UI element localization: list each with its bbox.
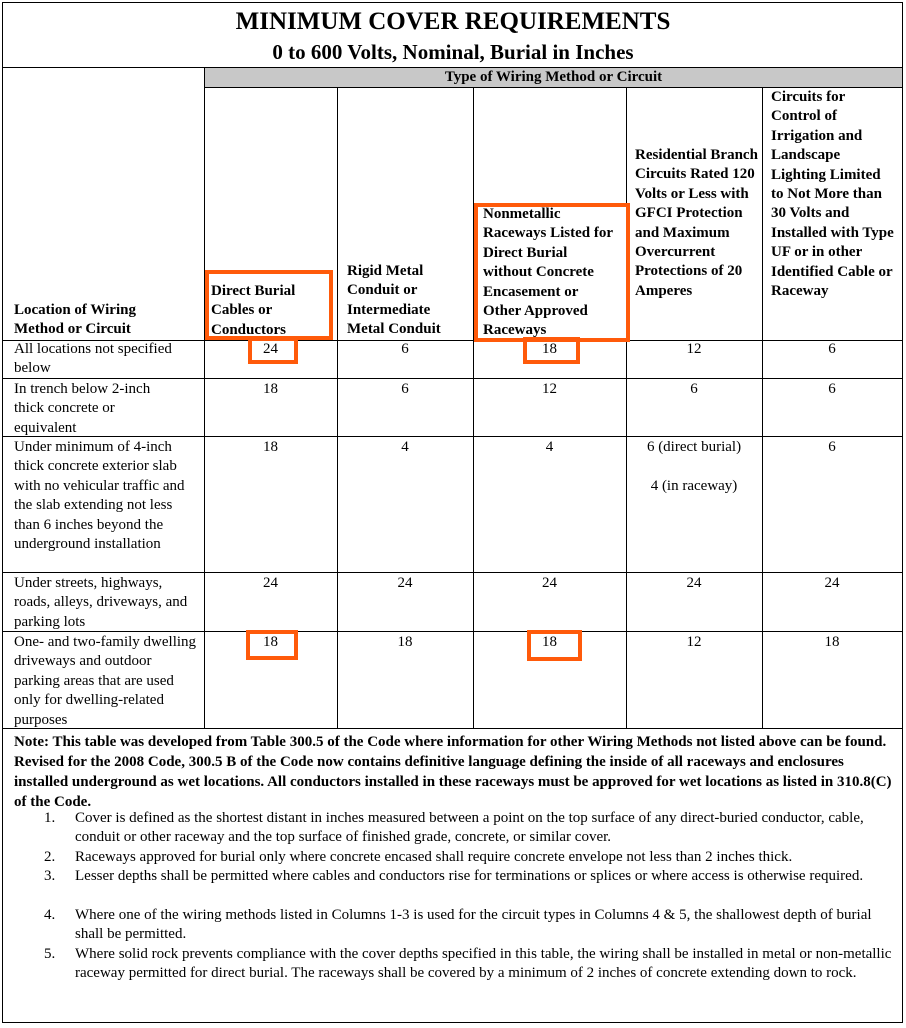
footnote-3 <box>44 867 894 886</box>
row-2-residential: 6 <box>690 381 698 397</box>
row-2-nonmetallic: 12 <box>542 381 557 397</box>
highlight-row-1-nonmetallic <box>523 337 580 364</box>
highlight-row-5-nonmetallic <box>527 630 582 661</box>
row-1-irrigation: 6 <box>828 341 836 357</box>
footnote-1 <box>44 809 894 848</box>
footnote-5-number: 5. <box>44 946 56 962</box>
highlight-row-5-direct-burial <box>246 630 298 660</box>
col-divider-2 <box>473 87 474 728</box>
header-nonmetallic: Nonmetallic Raceways Listed for Direct Burial without Concrete Encasement or Other Approved Raceways <box>483 206 613 339</box>
footnote-2 <box>44 848 894 867</box>
footnote-2-text: Raceways approved for burial only where concrete encased shall require concrete envelope not less than 2 inches thick. <box>75 849 793 865</box>
highlight-direct-burial-header <box>205 270 333 340</box>
row-3-nonmetallic: 4 <box>545 439 554 455</box>
table-note: Note: This table was developed from Table 300.5 of the Code where information for other Wiring Methods not listed above can be found. Revised for the 2008 Code, 300.5 B of the Code now contains definitive language defining the inside of all raceways and enclosures installed underground as wet locations. All conductors installed in these raceways must be approved for wet locations as listed in 310.8(C) of the Code. <box>14 734 892 810</box>
row-3-irrigation: 6 <box>828 439 836 455</box>
row-1-direct-burial: 24 <box>263 341 278 357</box>
row-2-irrigation: 6 <box>828 381 836 397</box>
row-3-rigid-metal: 4 <box>401 439 409 455</box>
footnote-3-text: Lesser depths shall be permitted where cables and conductors rise for terminations or splices or where access is otherwise required. <box>75 868 864 884</box>
highlight-nonmetallic-header <box>474 203 630 342</box>
highlight-row-1-direct-burial <box>248 337 298 364</box>
row-3-direct-burial: 18 <box>263 439 278 455</box>
footnote-4-text: Where one of the wiring methods listed in Columns 1-3 is used for the circuit types in Columns 4 & 5, the shallowest depth of burial shall be permitted. <box>75 907 872 943</box>
row-2-direct-burial: 18 <box>263 381 278 397</box>
row-5-nonmetallic: 18 <box>542 634 557 650</box>
row-3-location: Under minimum of 4-inch thick concrete exterior slab with no vehicular traffic and the slab extending not less than 6 inches beyond the underground installation <box>14 439 185 553</box>
footnote-2-number: 2. <box>44 849 56 865</box>
header-location: Location of Wiring Method or Circuit <box>14 302 136 338</box>
row-4-nonmetallic: 24 <box>542 575 557 591</box>
row-3-residential-direct: 6 (direct burial) <box>646 439 742 455</box>
col-divider-4 <box>762 87 763 728</box>
row-1-residential: 12 <box>686 341 702 357</box>
row-1-rigid-metal: 6 <box>401 341 409 357</box>
row-4-residential: 24 <box>686 575 702 591</box>
footnote-5-text: Where solid rock prevents compliance with the cover depths specified in this table, the wiring shall be installed in metal or non-metallic raceway permitted for direct burial. The raceways shall be covered by a minimum of 2 inches of concrete extending down to rock. <box>75 946 892 982</box>
row-1-nonmetallic: 18 <box>542 341 557 357</box>
type-of-wiring-header: Type of Wiring Method or Circuit <box>205 68 902 87</box>
row-5-residential: 12 <box>686 634 702 650</box>
row-4-location: Under streets, highways, roads, alleys, driveways, and parking lots <box>14 575 188 630</box>
row-4-irrigation: 24 <box>824 575 840 591</box>
footnote-3-number: 3. <box>44 868 56 884</box>
page-subtitle: 0 to 600 Volts, Nominal, Burial in Inches <box>272 40 634 64</box>
row-5-direct-burial: 18 <box>263 634 278 650</box>
row-4-rigid-metal: 24 <box>397 575 413 591</box>
footnote-1-text: Cover is defined as the shortest distant in inches measured between a point on the top surface of any direct-buried conductor, cable, conduit or other raceway and the top surface of finished grade, concrete, or similar cover. <box>75 810 864 846</box>
row-2-rigid-metal: 6 <box>401 381 409 397</box>
row-3-rule <box>3 572 902 573</box>
header-residential: Residential Branch Circuits Rated 120 Volts or Less with GFCI Protection and Maximum Overcurrent Protections of 20 Amperes <box>635 147 758 299</box>
row-2-location: In trench below 2-inch thick concrete or equivalent <box>14 381 151 436</box>
header-irrigation: Circuits for Control of Irrigation and Landscape Lighting Limited to Not More than 30 Volts and Installed with Type UF or in other Identified Cable or Raceway <box>771 89 894 300</box>
footnote-1-number: 1. <box>44 810 56 826</box>
row-5-rigid-metal: 18 <box>397 634 413 650</box>
footnote-5 <box>44 945 894 984</box>
footnote-4-number: 4. <box>44 907 56 923</box>
col-divider-3 <box>626 87 627 728</box>
row-5-irrigation: 18 <box>824 634 840 650</box>
row-4-direct-burial: 24 <box>263 575 278 591</box>
page-title: MINIMUM COVER REQUIREMENTS <box>235 8 671 35</box>
header-direct-burial: Direct Burial Cables or Conductors <box>211 283 296 338</box>
footnote-4 <box>44 906 894 945</box>
row-5-location: One- and two-family dwelling driveways and outdoor parking areas that are used only for dwelling-related purposes <box>14 634 197 728</box>
col-divider-1 <box>337 87 338 728</box>
row-3-residential-raceway: 4 (in raceway) <box>650 478 738 494</box>
header-rigid-metal: Rigid Metal Conduit or Intermediate Metal Conduit <box>347 263 441 338</box>
row-1-location: All locations not specified below <box>14 341 172 377</box>
